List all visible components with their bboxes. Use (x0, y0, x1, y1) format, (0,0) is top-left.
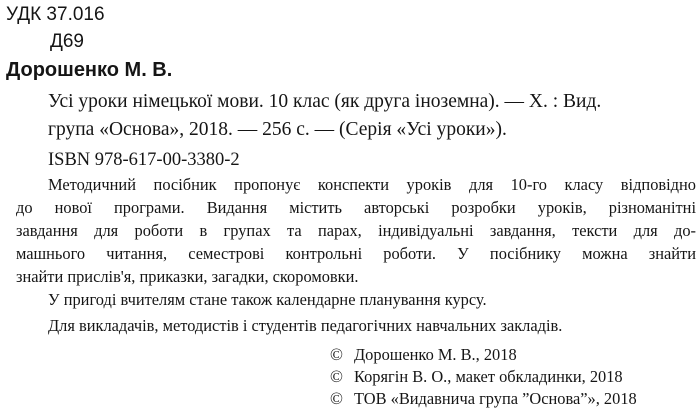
copyright-icon: © (330, 345, 343, 364)
copyright-line (330, 389, 637, 409)
copyright-text: ТОВ «Видавнича група ”Основа”», 2018 (354, 389, 637, 408)
author-name: Дорошенко М. В. (6, 59, 173, 81)
copyright-text: Дорошенко М. В., 2018 (354, 345, 517, 364)
bibliographic-line: група «Основа», 2018. — 256 с. — (Серія «Усі уроки»). (48, 119, 507, 140)
copyright-line (330, 367, 623, 387)
usage-note: У пригоді вчителям стане також календарне планування курсу. (48, 290, 487, 309)
udk-code: УДК 37.016 (6, 4, 105, 25)
copyright-line (330, 345, 517, 365)
audience-note: Для викладачів, методистів і студентів педагогічних навчальних закладів. (48, 316, 563, 335)
copyright-icon: © (330, 389, 343, 408)
isbn: ISBN 978-617-00-3380-2 (48, 150, 240, 170)
abstract-line: завдання для роботи в групах та парах, індивідуальні завдання, тексти для до- (16, 221, 696, 240)
abstract-line: Методичний посібник пропонує конспекти уроків для 10-го класу відповідно (48, 175, 696, 194)
copyright-icon: © (330, 367, 343, 386)
copyright-text: Корягін В. О., макет обкладинки, 2018 (354, 367, 623, 386)
bibliographic-line: Усі уроки німецької мови. 10 клас (як друга іноземна). — Х. : Вид. (48, 91, 602, 112)
abstract-line: машнього читання, семестрові контрольні роботи. У посібнику можна знайти (16, 244, 696, 263)
abstract-line: до нової програми. Видання містить авторські розробки уроків, різноманітні (16, 198, 696, 217)
author-sign: Д69 (50, 31, 85, 52)
abstract-line: знайти прислів'я, приказки, загадки, скоромовки. (16, 267, 359, 286)
